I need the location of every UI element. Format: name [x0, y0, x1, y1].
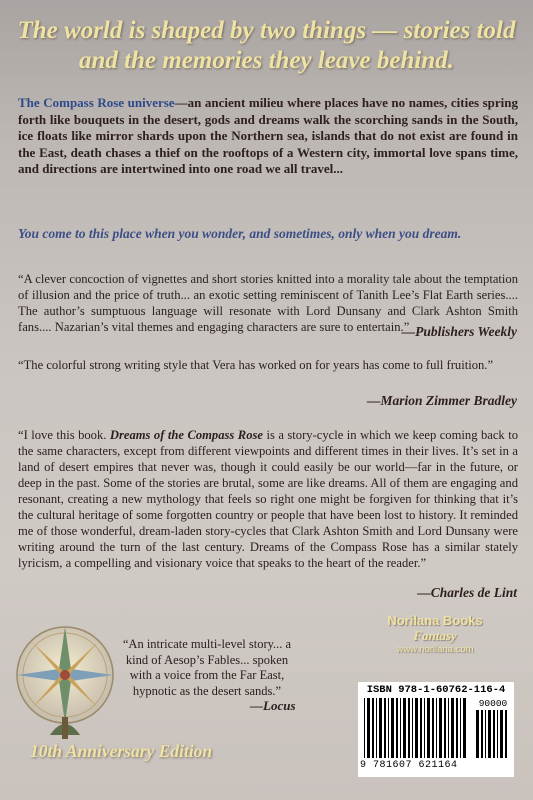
headline-line-1: The world is shaped by two things — stories told: [17, 17, 516, 44]
edition-label: 10th Anniversary Edition: [30, 741, 213, 761]
isbn-barcode: [358, 682, 514, 777]
addon-barcode-icon: [476, 710, 510, 770]
review-text-after: is a story-cycle in which we keep coming back to the same characters, except from different viewpoints and different times in their lives. It’s set in a land of desert empires that never was, though it could easily be our world—far in the future, or deep in the past. Some of the stories are brutal, some are like dreams. All of them are engaging and resonant, creating a new mythology that feels so right one might be forgiven for thinking that it’s the cultural heritage of some forgotten country or people that have been lost to history. It reminded me of those wonderful, dream-laden story-cycles that Clark Ashton Smith and Lord Dunsany were writing around the turn of the last century. Dreams of the Compass Rose has a similar stately lyricism, a compelling and visionary voice that speaks to the heart of the reader.”: [18, 428, 518, 570]
isbn-label: ISBN 978-1-60762-116-4: [366, 684, 506, 696]
locus-attribution: —Locus: [250, 698, 296, 713]
publisher-url: www.norilana.com: [396, 644, 474, 655]
publisher-logo: [375, 613, 495, 655]
publisher-genre: Fantasy: [413, 628, 457, 643]
intro-highlight: The Compass Rose universe: [18, 95, 175, 110]
book-title: Dreams of the Compass Rose: [109, 428, 263, 442]
ean-barcode-icon: [364, 698, 470, 758]
ean-digits: 9 781607 621164: [360, 760, 458, 771]
tagline: You come to this place when you wonder, and sometimes, only when you dream.: [18, 226, 462, 241]
publisher-name: Norilana Books: [387, 613, 483, 628]
compass-rose-icon: [10, 617, 120, 747]
intro-paragraph: [18, 95, 518, 178]
review-charles-de-lint: [18, 427, 518, 571]
review-text-before: “I love this book.: [18, 428, 110, 442]
attribution-charles-de-lint: —Charles de Lint: [417, 585, 517, 600]
intro-text: —an ancient milieu where places have no names, cities spring forth like bouquets in the desert, gods and dreams walk the scorching sands in the South, ice floats like mirror shards upon the Northern sea, islands that do not exist are found in the East, death chases a thief on the rooftops of a Western city, immortal love spans time, and directions are intertwined into one road we all travel...: [18, 95, 518, 176]
review-marion-zimmer-bradley: “The colorful strong writing style that Vera has worked on for years has come to full fruition.”: [18, 358, 494, 372]
headline: [10, 16, 523, 76]
addon-digits: 90000: [478, 698, 508, 709]
headline-line-2: and the memories they leave behind.: [79, 47, 454, 74]
locus-quote: “An intricate multi-level story... a kind of Aesop’s Fables... spoken with a voice from the Far East, hypnotic as the desert sands.”: [122, 637, 292, 698]
attribution-marion-zimmer-bradley: —Marion Zimmer Bradley: [366, 393, 517, 408]
attribution-publishers-weekly: —Publishers Weekly: [401, 324, 517, 339]
review-publishers-weekly: “A clever concoction of vignettes and short stories knitted into a morality tale about the temptation of illusion and the price of truth... an exotic setting reminiscent of Tanith Lee’s Flat Earth series.... The author’s sumptuous language will resonate with Lord Dunsany and Clark Ashton Smith fans.... Nazarian’s vital themes and engaging characters are sure to entertain.”: [18, 272, 518, 334]
